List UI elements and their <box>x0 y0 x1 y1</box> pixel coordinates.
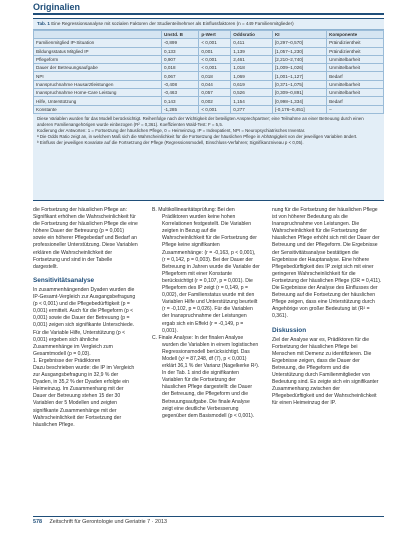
table-cell: 0,907 <box>162 55 199 63</box>
table-row <box>34 105 384 113</box>
table-header-cell: p-Wert <box>199 31 231 39</box>
page-number: 578 <box>33 519 42 525</box>
table-note: ᵃ Die Odds Ratio zeigt an, in welchem Maß sich die Wahrscheinlichkeit für die Fortsetzung der häuslichen Pflege in Abhängigkeit von der jeweiligen Variablen ändert. <box>37 133 358 139</box>
table-note: ᵇ Einfluss der jeweiligen Kovariate auf die Fortsetzung der Pflege (Regressionsmodell, Einschluss-Verfahren; Signifikanzniveau p < 0,05). <box>37 139 304 145</box>
table-cell: Unmittelbarheit <box>327 80 384 88</box>
text-column-middle <box>152 207 260 420</box>
list-item: C. Finale Analyse: In der finalen Analyse wurden die Variablen in einem logistischen Regressionsmodell berücksichtigt. Das Modell (χ² = 87,248, df (7), p < 0,001) erklärt 36,1 % der Varianz (Nagelkerke R²). In der Tab. 1 sind die signifikanten Variablen für die Fortsetzung der häuslichen Pflege dargestellt: die Dauer der Betreuung, die Pflegeform und die Betreuungsaufgabe. Die finale Analyse zeigt eine deutliche Verbesserung gegenüber dem Basismodell (p < 0,001). <box>152 334 260 419</box>
table-row-label: Dauer der Betreuungsaufgabe <box>34 64 162 72</box>
table-cell: 1,069 <box>231 72 273 80</box>
table-cell: < 0,001 <box>199 64 231 72</box>
table-row <box>34 97 384 105</box>
table-cell: 0,018 <box>199 72 231 80</box>
list-item: B. Multikollinearitätsprüfung: Bei den Prädiktoren wurden keine hohen Korrelationen festgestellt. Die Variablen zeigten in Bezug auf die Wahrscheinlichkeit für die Fortsetzung der Pflege keine signifikanten Zusammenhänge: (r = -0,163, p < 0,001), (r = 0,142, p = 0,003). Bei der Dauer der Betreuung in Jahren wurde die Variable der Pflegeform mit einer Konstante berücksichtigt (r = 0,107, p = 0,001). Die Pflegeform des IP zeigt (r = 0,149, p = 0,002), der Familienstatus wurde mit den Variablen Hilfe und Unterstützung beurteilt (r = -0,102, p = 0,026). Für die Variablen der Inanspruchnahme der Leistungen ergab sich ein Effekt (r = -0,149, p = 0,001). <box>152 207 260 334</box>
table-cell: Bedarf <box>327 97 384 105</box>
text-column-right <box>272 207 382 408</box>
table-cell: 1,018 <box>231 64 273 72</box>
table-row-label: NPI <box>34 72 162 80</box>
table-cell: [1,001–1,127] <box>272 72 326 80</box>
table-header-cell <box>34 31 162 39</box>
table-cell: -0,463 <box>162 89 199 97</box>
table-row <box>34 89 384 97</box>
table-cell: [0,998–1,334] <box>272 97 326 105</box>
table-cell: – <box>327 105 384 113</box>
table-cell: 0,002 <box>199 97 231 105</box>
table-row <box>34 47 384 55</box>
table-row <box>34 55 384 63</box>
table-cell: Unmittelbarheit <box>327 89 384 97</box>
table-cell: 2,461 <box>231 55 273 63</box>
table-row-label: Pflegeform <box>34 55 162 63</box>
table-cell: < 0,001 <box>199 55 231 63</box>
table-cell: 0,133 <box>162 47 199 55</box>
table-header-cell: Komponente <box>327 31 384 39</box>
header-rule <box>33 13 384 15</box>
table-cell: 0,411 <box>231 39 273 47</box>
table-row <box>34 80 384 88</box>
table-body <box>34 39 384 114</box>
table-note: Diese Variablen wurden für das Modell berücksichtigt. Reihenfolge nach der Wichtigkeit der beteiligten Ansprechpartner; eine Teilnahme an einer Betreuung durch einen anderen Familienangehörigen wurde einbezogen (R² = 0,361). Koeffizienten Wald-Test: F = 5,5. <box>37 115 364 127</box>
table-cell: 0,619 <box>231 80 273 88</box>
page-footer <box>33 519 167 525</box>
footer-rule <box>33 516 384 517</box>
subheading-sensitivity: Sensitivitätsanalyse <box>33 276 95 284</box>
table-cell: Unmittelbarheit <box>327 55 384 63</box>
table-row <box>34 39 384 47</box>
table-row-label: Konstante <box>34 105 162 113</box>
table-cell: -0,899 <box>162 39 199 47</box>
table-cell: Bedarf <box>327 72 384 80</box>
table-cell: Präindizientheit <box>327 39 384 47</box>
table-cell: Unmittelbarheit <box>327 64 384 72</box>
table-cell: < 0,001 <box>199 105 231 113</box>
table-row-label: Hilfe, Unterstützung <box>34 97 162 105</box>
table-header-cell: Oddsratio <box>231 31 273 39</box>
table-cell: 0,057 <box>199 89 231 97</box>
table-cell: Präindizientheit <box>327 47 384 55</box>
table-row-label: Familienmitglied IP-Situation <box>34 39 162 47</box>
table-cell: [0,309–0,891] <box>272 89 326 97</box>
table-cell: [0,297–0,570] <box>272 39 326 47</box>
table-cell: 0,044 <box>199 80 231 88</box>
table-cell: -1,285 <box>162 105 199 113</box>
body-paragraph: In zusammenhängenden Dyaden wurden die IP-Gesamt-Vergleich zur Ausgangsbefragung (p < 0,001) und die Pflegebedürftigkeit (p = 0,001) ermittelt. Auch für die Pflegeform (p < 0,001) sowie die Dauer der Betreuung (p = 0,001) zeigen sich signifikante Unterschiede. Für die Variable Hilfe, Unterstützung (p < 0,001) ergeben sich ähnliche Zusammenhänge im Vergleich zum Gesamtmodell (p = 0,03). <box>33 286 136 357</box>
table-caption <box>33 19 384 30</box>
table-header-cell: Unstd. B <box>162 31 199 39</box>
table-cell: [0,371–1,075] <box>272 80 326 88</box>
table-row <box>34 72 384 80</box>
text-column-left <box>33 207 138 429</box>
table-notes <box>33 114 384 146</box>
table-header-row <box>34 31 384 39</box>
table-header-cell: KI <box>272 31 326 39</box>
table-cell: [1,057–1,230] <box>272 47 326 55</box>
table-row-label: Inanspruchnahme Home-Care Leistung <box>34 89 162 97</box>
table-note: Kodierung der Antworten: 1 = Fortsetzung der häuslichen Pflege, 0 = Heimeinzug. IP = Indexpatient, NPI = Neuropsychiatrisches Inventar. <box>37 127 306 133</box>
body-paragraph: die Fortsetzung der häuslichen Pflege an: Signifikant erhöhen die Wahrscheinlichkeit für die Fortsetzung der häuslichen Pflege die eine höhere Dauer der Betreuung (p = 0,001) sowie ein höherer Pflegebedarf und Bedarf an professioneller Unterstützung. Diese Variablen erklären die Wahrscheinlichkeit der Fortsetzung und sind in der Tabelle dargestellt. <box>33 207 138 270</box>
table-cell: 0,526 <box>231 89 273 97</box>
table-cell: [1,009–1,026] <box>272 64 326 72</box>
table-cell: 0,067 <box>162 72 199 80</box>
table-row <box>34 64 384 72</box>
body-paragraph: nung für die Fortsetzung der häuslichen Pflege ist von höherer Bedeutung als die Inanspruchnahme von Leistungen. Die Wahrscheinlichkeit für die Fortsetzung der häuslichen Pflege erhöht sich mit der Dauer der Betreuung und der Pflegeform. Die Ergebnisse der Sensitivitätsanalyse bestätigen die Ergebnisse der Hauptanalyse. Eine höhere Pflegebedürftigkeit des IP zeigt sich mit einer geringeren Wahrscheinlichkeit für die Fortsetzung der häuslichen Pflege (OR = 0,411). Die Ergebnisse der Analyse des Einflusses der Betreuung auf die Fortsetzung der häuslichen Pflege zeigen, dass eine Unterstützung durch Angehörige von großer Bedeutung ist (R² = 0,361). <box>272 207 382 320</box>
body-paragraph: Ziel der Analyse war es, Prädiktoren für die Fortsetzung der häuslichen Pflege bei Menschen mit Demenz zu identifizieren. Die Ergebnisse zeigen, dass die Dauer der Betreuung, die Pflegeform und die Unterstützung durch Familienmitglieder von Bedeutung sind. Es zeigte sich ein signifikanter Zusammenhang zwischen der Pflegebedürftigkeit und der Wahrscheinlichkeit für einen Heimeinzug der IP. <box>272 336 379 407</box>
table-cell: 0,018 <box>162 64 199 72</box>
table-caption-text: Eine Regressionsanalyse mit sozialen Faktoren der Studienteilnehmer als Einflussfaktoren (n = 449 Familienmitglieder) <box>51 21 294 26</box>
regression-table-box <box>33 18 384 201</box>
table-cell: < 0,001 <box>199 39 231 47</box>
journal-name: Zeitschrift für Gerontologie und Geriatrie 7 · 2013 <box>49 519 167 525</box>
table-cell: -0,408 <box>162 80 199 88</box>
table-cell: 1,154 <box>231 97 273 105</box>
table-cell: 0,143 <box>162 97 199 105</box>
table-cell: 0,277 <box>231 105 273 113</box>
table-cell: [-0,176–0,451] <box>272 105 326 113</box>
table-row-label: Bildungsstatus Mitglied IP <box>34 47 162 55</box>
table-cell: 0,001 <box>199 47 231 55</box>
table-row-label: Inanspruchnahme Hausarztleistungen <box>34 80 162 88</box>
subheading-discussion: Diskussion <box>272 326 307 334</box>
regression-table <box>33 30 384 114</box>
table-cell: 1,139 <box>231 47 273 55</box>
section-title: Originalien <box>33 2 81 12</box>
table-caption-label: Tab. 1 <box>37 21 50 26</box>
list-item: 1. Ergebnisse der Prädiktoren <box>33 357 101 364</box>
table-cell: [2,210–2,740] <box>272 55 326 63</box>
body-paragraph: Dazu beschrieben wurde: die IP im Vergleich zur Ausgangsbefragung in 32,9 % der Dyaden, in 35,2 % der Dyaden erfolgte ein Heimeinzug. Im Zusammenhang mit der Dauer der Betreuung stehen 15 der 30 Variablen der 5 Modellen und zeigten signifikante Zusammenhänge mit der Wahrscheinlichkeit der Fortsetzung der häuslichen Pflege. <box>33 364 135 428</box>
